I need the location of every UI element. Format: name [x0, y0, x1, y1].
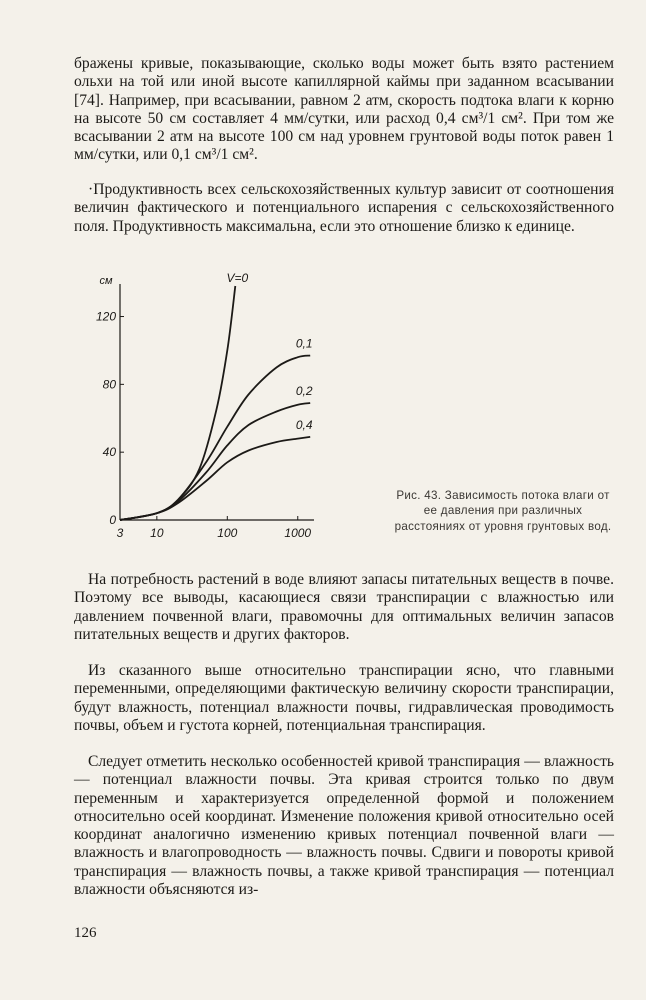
series-curve-2 — [120, 403, 310, 520]
chart-curves — [120, 286, 310, 520]
y-tick-label: 0 — [109, 513, 116, 527]
paragraph-4: Из сказанного выше относительно транспирации ясно, что главными переменными, определяющими фактическую величину скорости транспирации, будут влажность, потенциал влажности почвы, гидравлическая проводимость почвы, объем и густота корней, потенциальная транспирация. — [74, 662, 614, 734]
series-label-1: 0,1 — [295, 336, 313, 351]
transpiration-flow-chart — [92, 264, 332, 554]
x-tick-label: 100 — [217, 526, 238, 540]
x-tick-label: 1000 — [284, 526, 312, 540]
chart-ticks — [96, 310, 311, 540]
y-tick-label: 40 — [102, 445, 116, 460]
y-tick-label: 120 — [95, 309, 116, 324]
series-label-2: 0,2 — [295, 384, 313, 398]
series-label-0: V=0 — [226, 271, 249, 285]
paragraph-1: бражены кривые, показывающие, сколько воды может быть взято растением ольхи на той или иной высоте капиллярной каймы при заданном всасывании [74]. Например, при всасывании, равном 2 атм, скорость подтока влаги к корню на высоте 50 см составляет 4 мм/сутки, или расход 0,4 см³/1 см². При том же всасывании 2 атм на высоте 100 см над уровнем грунтовой воды поток равен 1 мм/сутки, или 0,1 см³/1 см². — [74, 55, 614, 164]
series-curve-1 — [120, 356, 310, 521]
paragraph-3: На потребность растений в воде влияют запасы питательных веществ в почве. Поэтому все выводы, касающиеся связи транспирации с влажностью или давлением почвенной влаги, правомочны для оптимальных величин запасов питательных веществ и других факторов. — [74, 571, 614, 643]
y-axis-unit-label: см — [99, 275, 113, 287]
page-number: 126 — [74, 925, 97, 941]
figure-caption: Рис. 43. Зависимость потока влаги от ее давления при различных расстояниях от уровня грунтовых вод. — [394, 489, 612, 533]
chart-axes — [99, 275, 314, 520]
series-curve-0 — [120, 286, 235, 520]
paragraph-5: Следует отметить несколько особенностей кривой транспирация — влажность — потенциал влажности почвы. Эта кривая строится только по двум переменным и характеризуется определенной формой и положением относительно осей координат. Изменение положения кривой относительно осей координат аналогично изменению кривых потенциал почвенной влаги — влажность и влагопроводность — влажность почвы. Сдвиги и повороты кривой транспирация — влажность почвы, а также кривой транспирация — потенциал влажности объясняются из- — [74, 753, 614, 899]
series-label-3: 0,4 — [295, 417, 313, 432]
y-tick-label: 80 — [102, 377, 116, 392]
x-tick-label: 3 — [116, 526, 124, 540]
paragraph-2: ·Продуктивность всех сельскохозяйственных культур зависит от соотношения величин фактического и потенциального испарения с сельскохозяйственного поля. Продуктивность максимальна, если это отношение близко к единице. — [74, 181, 614, 235]
x-tick-label: 10 — [150, 526, 164, 540]
